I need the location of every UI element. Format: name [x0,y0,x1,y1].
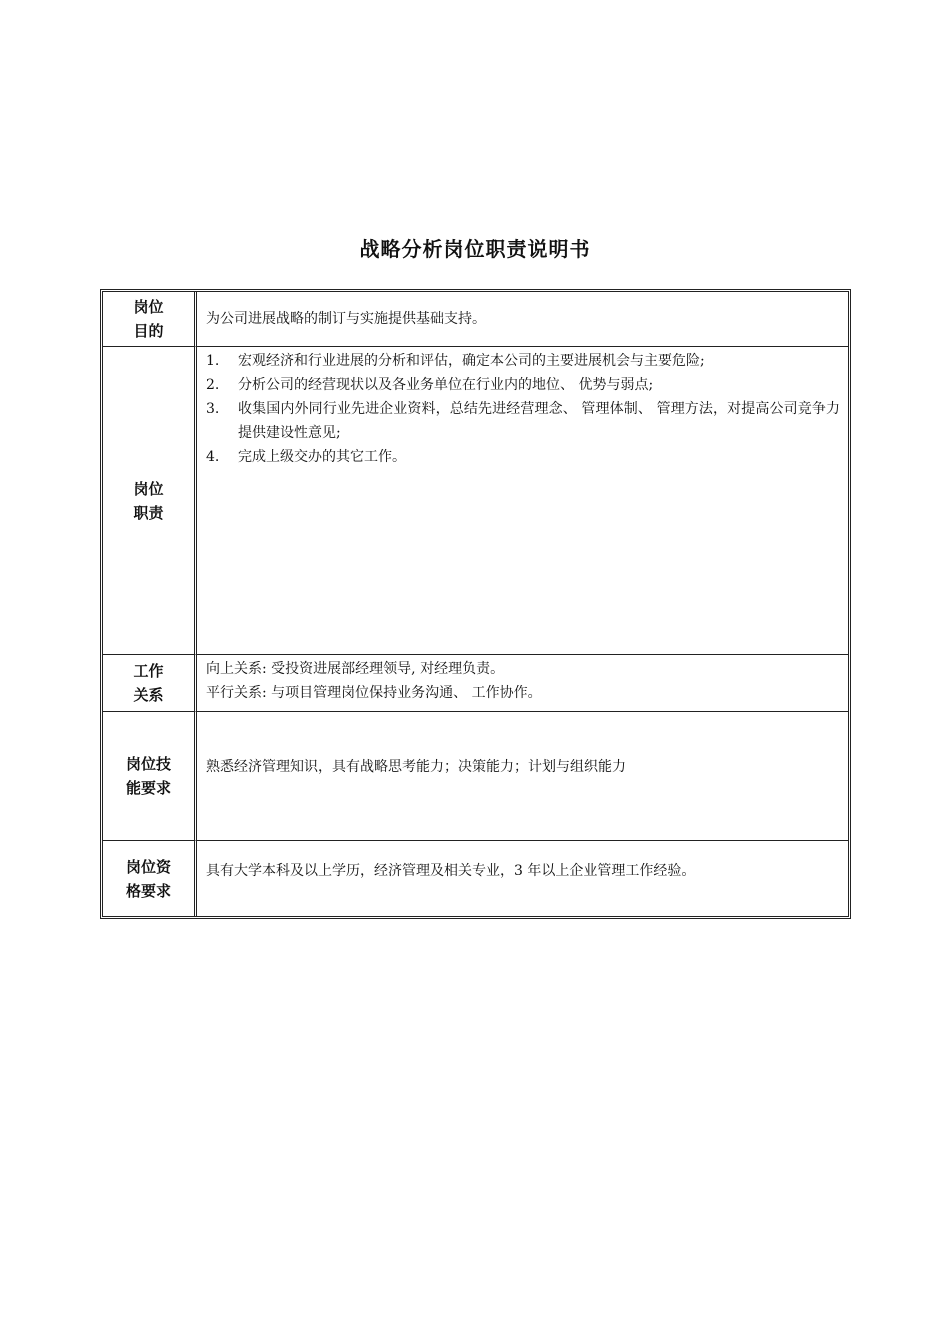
skills-content: 熟悉经济管理知识，具有战略思考能力；决策能力；计划与组织能力 [197,712,848,841]
job-description-table [100,289,851,919]
duty-number: 1. [206,353,220,369]
duty-text: 分析公司的经营现状以及各业务单位在行业内的地位、 优势与弱点; [238,377,654,393]
duty-item-1 [206,349,840,373]
skills-label [103,712,197,841]
table-row-skills [103,712,848,841]
duties-label-line2: 职责 [133,503,164,522]
duty-number: 2. [206,377,220,393]
skills-label-line1: 岗位技 [125,755,171,773]
relation-label-line1: 工作 [133,662,164,680]
duty-number: 3. [206,401,220,417]
relation-upward: 向上关系: 受投资进展部经理领导, 对经理负责。 [206,661,505,677]
qualification-content: 具有大学本科及以上学历，经济管理及相关专业，3 年以上企业管理工作经验。 [206,863,696,879]
purpose-label [103,292,197,347]
purpose-label-line2: 目的 [133,322,164,340]
duty-item-4 [206,445,840,469]
duty-text: 宏观经济和行业进展的分析和评估，确定本公司的主要进展机会与主要危险; [238,353,705,369]
table-row-duties [103,347,848,655]
duty-list [206,349,840,469]
relation-label-line2: 关系 [133,686,164,704]
qualification-label [103,841,197,916]
skills-label-line2: 能要求 [125,779,171,797]
table-row-qualification [103,841,848,916]
document-title: 战略分析岗位职责说明书 [359,237,591,261]
qualification-label-line2: 格要求 [125,881,171,900]
purpose-content: 为公司进展战略的制订与实施提供基础支持。 [197,292,848,347]
duties-label [103,347,197,655]
purpose-label-line1: 岗位 [133,298,164,316]
duty-text: 收集国内外同行业先进企业资料，总结先进经营理念、 管理体制、 管理方法，对提高公司竞争力提供建设性意见; [238,401,840,441]
table-row-relation [103,655,848,712]
relation-label [103,655,197,712]
relation-content [197,655,848,712]
duties-content [197,347,848,655]
table-row-purpose [103,292,848,347]
duties-label-line1: 岗位 [133,479,164,498]
qualification-label-line1: 岗位资 [125,857,171,876]
relation-parallel: 平行关系: 与项目管理岗位保持业务沟通、 工作协作。 [206,685,542,701]
duty-item-2 [206,373,840,397]
duty-number: 4. [206,449,220,465]
duty-text: 完成上级交办的其它工作。 [238,449,406,465]
duty-item-3 [206,397,840,445]
